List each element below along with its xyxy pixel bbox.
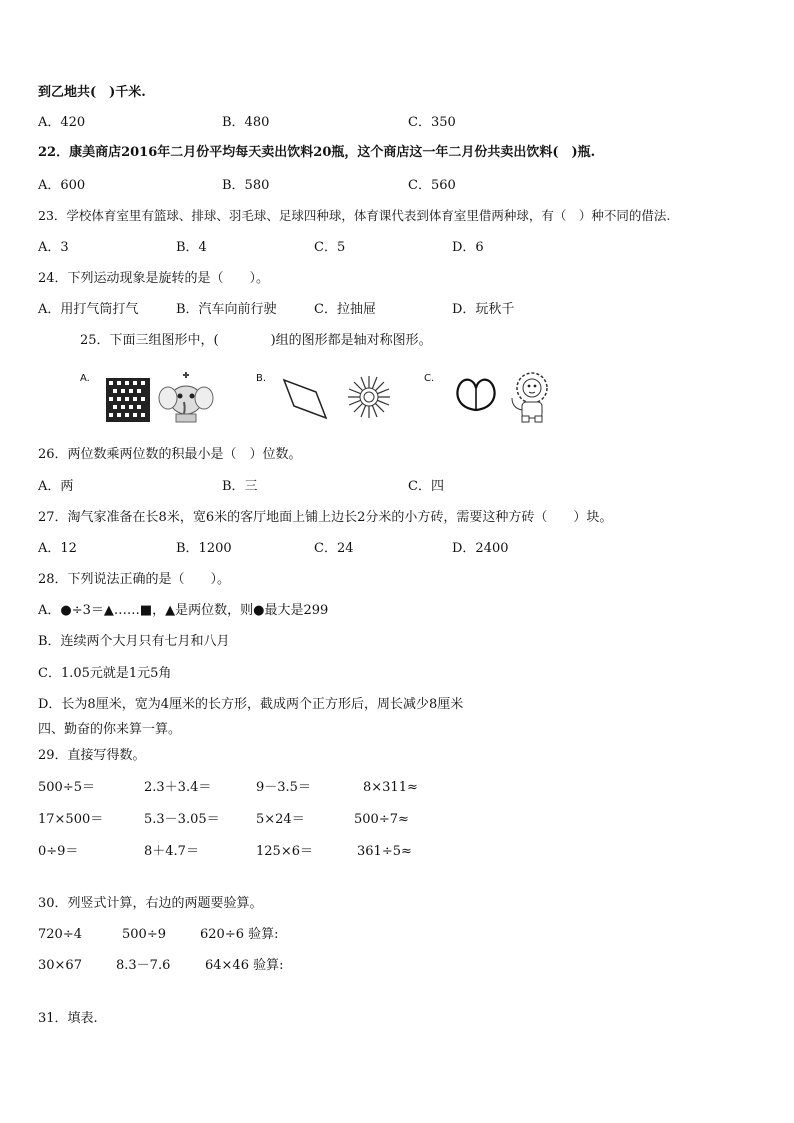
q27-question: 27．淘气家准备在长8米，宽6米的客厅地面上铺上边长2分米的小方砖，需要这种方砖（ ）块。 bbox=[38, 510, 613, 525]
checkered-square-icon bbox=[106, 378, 150, 422]
q24-option-d: D．玩秋千 bbox=[452, 302, 515, 317]
q27-option-d: D．2400 bbox=[452, 541, 509, 556]
q30-cell: 64×46 验算: bbox=[205, 958, 284, 973]
q22-option-b: B．580 bbox=[222, 178, 270, 193]
q31-question: 31．填表. bbox=[38, 1011, 98, 1026]
q23-question: 23．学校体育室里有篮球、排球、羽毛球、足球四种球，体育课代表到体育室里借两种球，有（ ）种不同的借法. bbox=[38, 208, 671, 223]
q21-option-c: C．350 bbox=[408, 115, 456, 130]
q26-option-a: A．两 bbox=[38, 479, 74, 494]
q23-option-c: C．5 bbox=[314, 240, 346, 255]
q29-cell: 361÷5≈ bbox=[357, 844, 412, 859]
q25-label-c: C. bbox=[424, 373, 435, 384]
q28-question: 28．下列说法正确的是（ ）。 bbox=[38, 572, 231, 587]
q28-option-c: C．1.05元就是1元5角 bbox=[38, 666, 172, 681]
q22-option-c: C．560 bbox=[408, 178, 456, 193]
q30-cell: 30×67 bbox=[38, 958, 82, 973]
q30-cell: 620÷6 验算: bbox=[200, 927, 279, 942]
leaf-shape-icon bbox=[452, 374, 500, 414]
q28-option-d: D．长为8厘米，宽为4厘米的长方形，截成两个正方形后，周长减少8厘米 bbox=[38, 697, 464, 712]
q23-option-d: D．6 bbox=[452, 240, 484, 255]
q21-option-b: B．480 bbox=[222, 115, 270, 130]
q25-label-b: B. bbox=[256, 373, 267, 384]
q29-cell: 17×500＝ bbox=[38, 812, 104, 827]
q29-cell: 8×311≈ bbox=[363, 780, 418, 795]
rhombus-shape-icon bbox=[280, 376, 330, 422]
q27-option-a: A．12 bbox=[38, 541, 77, 556]
q24-option-b: B．汽车向前行驶 bbox=[176, 302, 277, 317]
q30-cell: 500÷9 bbox=[122, 927, 166, 942]
q29-question: 29．直接写得数。 bbox=[38, 748, 146, 763]
q25-question: 25．下面三组图形中，( )组的图形都是轴对称图形。 bbox=[80, 333, 432, 348]
q23-option-a: A．3 bbox=[38, 240, 69, 255]
q22-question: 22．康美商店2016年二月份平均每天卖出饮料20瓶，这个商店这一年二月份共卖出饮料( )瓶. bbox=[38, 145, 596, 160]
elephant-cartoon-icon bbox=[156, 372, 216, 424]
q29-cell: 500÷5＝ bbox=[38, 780, 95, 795]
sunburst-flower-icon bbox=[346, 374, 392, 420]
q24-option-a: A．用打气筒打气 bbox=[38, 302, 139, 317]
q27-option-b: B．1200 bbox=[176, 541, 232, 556]
q30-question: 30．列竖式计算，右边的两题要验算。 bbox=[38, 896, 263, 911]
q30-cell: 8.3－7.6 bbox=[116, 958, 171, 973]
q30-cell: 720÷4 bbox=[38, 927, 82, 942]
q28-option-a: A．●÷3＝▲……■，▲是两位数，则●最大是299 bbox=[38, 603, 329, 618]
q21-tail-text: 到乙地共( )千米. bbox=[38, 85, 146, 100]
q29-cell: 500÷7≈ bbox=[354, 812, 409, 827]
q23-option-b: B．4 bbox=[176, 240, 207, 255]
q26-option-c: C．四 bbox=[408, 479, 444, 494]
q26-question: 26．两位数乘两位数的积最小是（ ）位数。 bbox=[38, 447, 302, 462]
q22-option-a: A．600 bbox=[38, 178, 86, 193]
q29-cell: 5×24＝ bbox=[256, 812, 305, 827]
section-heading: 四、勤奋的你来算一算。 bbox=[38, 722, 182, 737]
q29-cell: 125×6＝ bbox=[256, 844, 313, 859]
q28-option-b: B．连续两个大月只有七月和八月 bbox=[38, 634, 230, 649]
q29-cell: 0÷9＝ bbox=[38, 844, 79, 859]
q21-option-a: A．420 bbox=[38, 115, 86, 130]
q27-option-c: C．24 bbox=[314, 541, 354, 556]
q29-cell: 2.3＋3.4＝ bbox=[144, 780, 212, 795]
q24-option-c: C．拉抽屉 bbox=[314, 302, 376, 317]
q29-cell: 5.3－3.05＝ bbox=[144, 812, 220, 827]
q24-question: 24．下列运动现象是旋转的是（ ）。 bbox=[38, 271, 270, 286]
q26-option-b: B．三 bbox=[222, 479, 258, 494]
q25-label-a: A. bbox=[80, 373, 90, 384]
q29-cell: 8＋4.7＝ bbox=[144, 844, 199, 859]
lion-cartoon-icon bbox=[504, 370, 562, 424]
q29-cell: 9－3.5＝ bbox=[256, 780, 311, 795]
